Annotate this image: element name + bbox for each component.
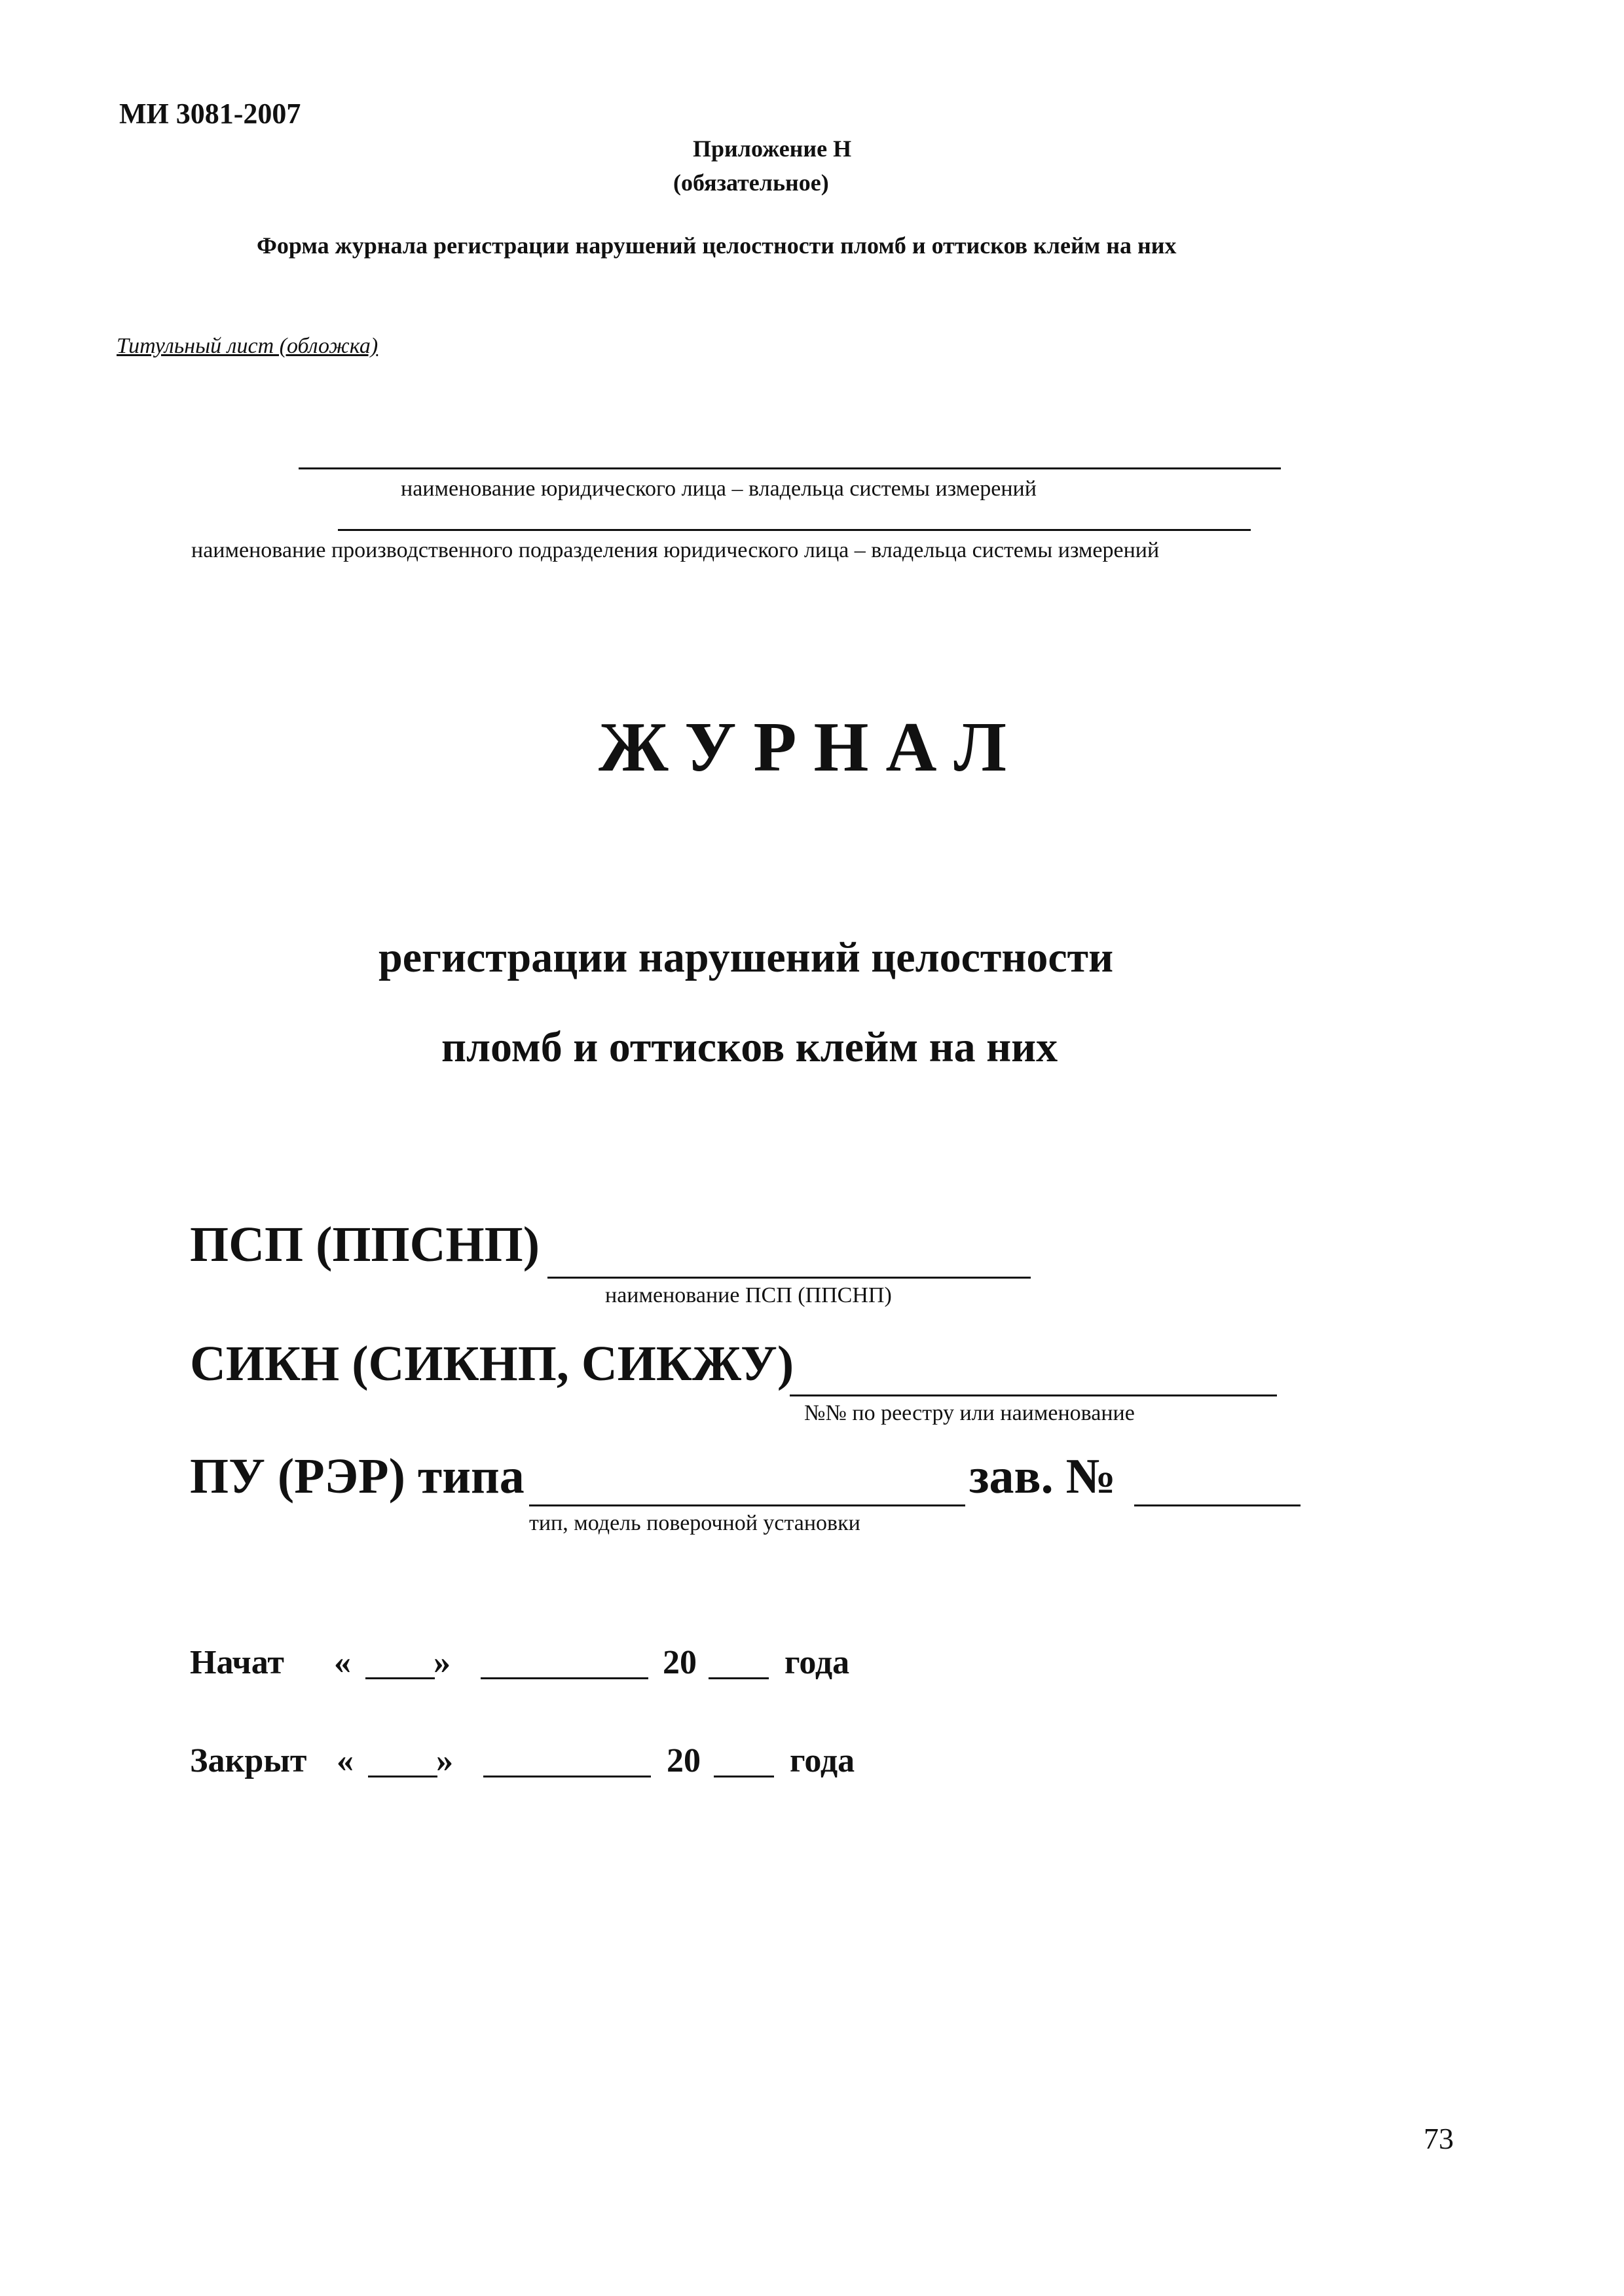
psp-caption: наименование ПСП (ППСНП) — [605, 1283, 892, 1307]
start-month-line — [481, 1677, 648, 1679]
start-day-line — [365, 1677, 435, 1679]
mandatory-note: (обязательное) — [673, 170, 829, 196]
start-year-line — [709, 1677, 769, 1679]
start-year-suffix: года — [784, 1644, 850, 1681]
division-name-caption: наименование производственного подразделения юридического лица – владельца системы измерений — [191, 538, 1160, 562]
pu-type-label: ПУ (РЭР) типа — [190, 1449, 525, 1504]
psp-label: ПСП (ППСНП) — [190, 1217, 540, 1272]
serial-number-fill-line — [1134, 1504, 1301, 1506]
appendix-label: Приложение Н — [693, 136, 852, 162]
serial-number-label: зав. № — [969, 1449, 1116, 1504]
start-open-quote: « — [334, 1644, 351, 1681]
close-year-line — [714, 1776, 774, 1777]
sikn-caption: №№ по реестру или наименование — [804, 1401, 1135, 1425]
close-date-label: Закрыт — [190, 1742, 307, 1779]
entity-name-caption: наименование юридического лица – владельца системы измерений — [401, 477, 1037, 501]
close-month-line — [483, 1776, 651, 1777]
sikn-label: СИКН (СИКНП, СИКЖУ) — [190, 1336, 794, 1391]
page-number: 73 — [1424, 2122, 1454, 2155]
title-sheet-label: Титульный лист (обложка) — [117, 334, 378, 358]
journal-subtitle-line1: регистрации нарушений целостности — [378, 934, 1114, 981]
form-title: Форма журнала регистрации нарушений целостности пломб и оттисков клейм на них — [257, 232, 1177, 259]
close-day-line — [368, 1776, 437, 1777]
journal-subtitle-line2: пломб и оттисков клейм на них — [441, 1023, 1058, 1071]
entity-name-line — [299, 467, 1281, 469]
start-date-label: Начат — [190, 1644, 284, 1681]
document-code: МИ 3081-2007 — [119, 98, 301, 130]
close-year-suffix: года — [790, 1742, 855, 1779]
sikn-fill-line — [790, 1394, 1277, 1396]
psp-fill-line — [547, 1277, 1031, 1279]
start-year-prefix: 20 — [663, 1644, 697, 1681]
start-close-quote: » — [434, 1644, 451, 1681]
close-open-quote: « — [337, 1742, 354, 1779]
pu-type-fill-line — [529, 1504, 965, 1506]
close-year-prefix: 20 — [667, 1742, 701, 1779]
journal-title: ЖУРНАЛ — [599, 708, 1024, 786]
pu-type-caption: тип, модель поверочной установки — [529, 1511, 860, 1535]
division-name-line — [338, 529, 1251, 531]
close-close-quote: » — [436, 1742, 453, 1779]
